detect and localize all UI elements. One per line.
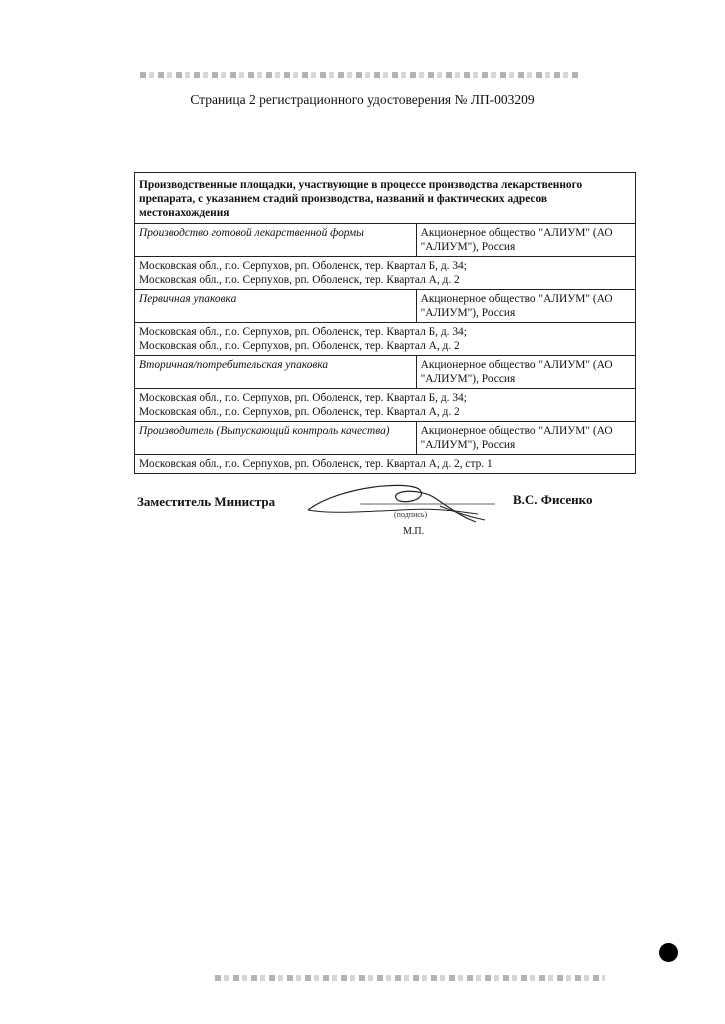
stage-name: Первичная упаковка — [135, 290, 417, 323]
stage-row — [135, 290, 636, 323]
address-row — [135, 257, 636, 290]
stage-name: Производство готовой лекарственной формы — [135, 224, 417, 257]
address-line: Московская обл., г.о. Серпухов, рп. Оболенск, тер. Квартал Б, д. 34; — [139, 392, 467, 404]
production-sites-table — [134, 172, 636, 474]
address-row — [135, 323, 636, 356]
signature-block — [0, 480, 725, 570]
company-name: Акционерное общество "АЛИУМ" (АО "АЛИУМ"), Россия — [416, 422, 635, 455]
signatory-role: Заместитель Министра — [137, 494, 276, 509]
address-line: Московская обл., г.о. Серпухов, рп. Оболенск, тер. Квартал А, д. 2, стр. 1 — [139, 458, 493, 470]
stage-row — [135, 422, 636, 455]
stage-row — [135, 356, 636, 389]
address-cell — [135, 257, 636, 290]
stage-name: Производитель (Выпускающий контроль качества) — [135, 422, 417, 455]
company-name: Акционерное общество "АЛИУМ" (АО "АЛИУМ"), Россия — [416, 224, 635, 257]
signatory-name: В.С. Фисенко — [513, 492, 593, 507]
address-line: Московская обл., г.о. Серпухов, рп. Оболенск, тер. Квартал Б, д. 34; — [139, 260, 467, 272]
table-heading-row — [135, 173, 636, 224]
company-name: Акционерное общество "АЛИУМ" (АО "АЛИУМ"), Россия — [416, 290, 635, 323]
address-cell — [135, 323, 636, 356]
address-line: Московская обл., г.о. Серпухов, рп. Оболенск, тер. Квартал Б, д. 34; — [139, 326, 467, 338]
address-cell — [135, 455, 636, 474]
page-header: Страница 2 регистрационного удостоверения № ЛП-003209 — [190, 92, 535, 107]
signature-caption: (подпись) — [394, 510, 428, 519]
stamp-label: М.П. — [403, 526, 425, 537]
table-heading: Производственные площадки, участвующие в процессе производства лекарственного препарата, с указанием стадий производства, названий и фактических адресов местонахождения — [135, 173, 636, 224]
address-cell — [135, 389, 636, 422]
address-line: Московская обл., г.о. Серпухов, рп. Оболенск, тер. Квартал А, д. 2 — [139, 340, 460, 352]
scan-dot-mark — [659, 943, 678, 962]
address-row — [135, 389, 636, 422]
address-row — [135, 455, 636, 474]
scan-artifact-top — [140, 72, 580, 78]
scan-artifact-bottom — [215, 975, 605, 981]
stage-name: Вторичная/потребительская упаковка — [135, 356, 417, 389]
stage-row — [135, 224, 636, 257]
address-line: Московская обл., г.о. Серпухов, рп. Оболенск, тер. Квартал А, д. 2 — [139, 274, 460, 286]
address-line: Московская обл., г.о. Серпухов, рп. Оболенск, тер. Квартал А, д. 2 — [139, 406, 460, 418]
company-name: Акционерное общество "АЛИУМ" (АО "АЛИУМ"), Россия — [416, 356, 635, 389]
